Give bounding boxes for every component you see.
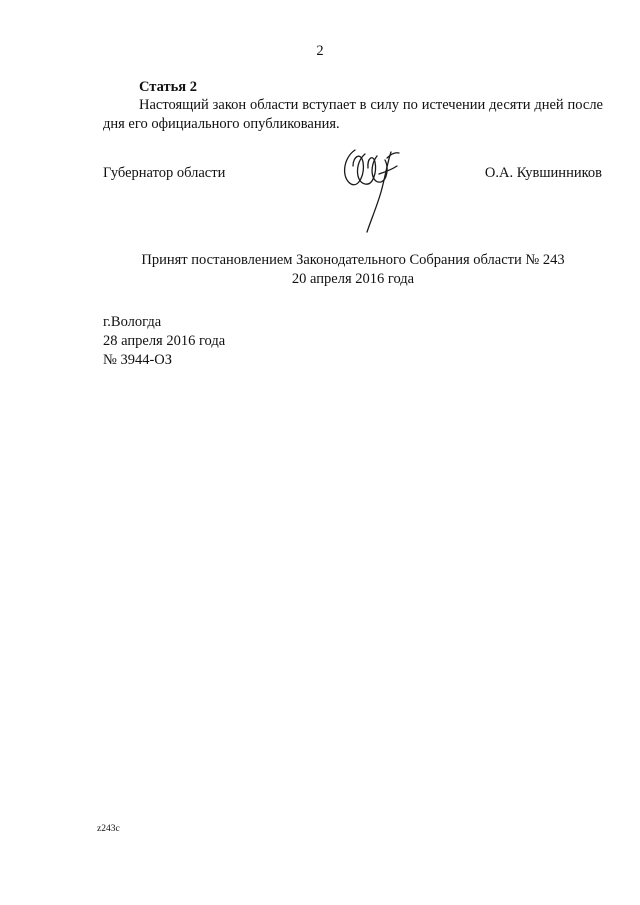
page-number: 2 <box>316 43 324 59</box>
article-heading: Статья 2 <box>139 79 197 95</box>
adoption-line-resolution: Принят постановлением Законодательного Собрания области № 243 <box>141 252 565 268</box>
article-text: Настоящий закон области вступает в силу по истечении десяти дней после дня его официального опубликования. <box>103 97 603 132</box>
footer-code: z243c <box>97 824 120 834</box>
adoption-statement <box>0 251 640 289</box>
city: г.Вологда <box>103 314 162 330</box>
signature-icon <box>335 144 405 236</box>
governor-name: О.А. Кувшинников <box>484 165 602 181</box>
signing-date: 28 апреля 2016 года <box>103 333 226 349</box>
law-number: № 3944-ОЗ <box>103 352 173 368</box>
governor-title: Губернатор области <box>103 165 226 181</box>
adoption-line-date: 20 апреля 2016 года <box>291 271 415 287</box>
place-date-block <box>103 313 225 370</box>
